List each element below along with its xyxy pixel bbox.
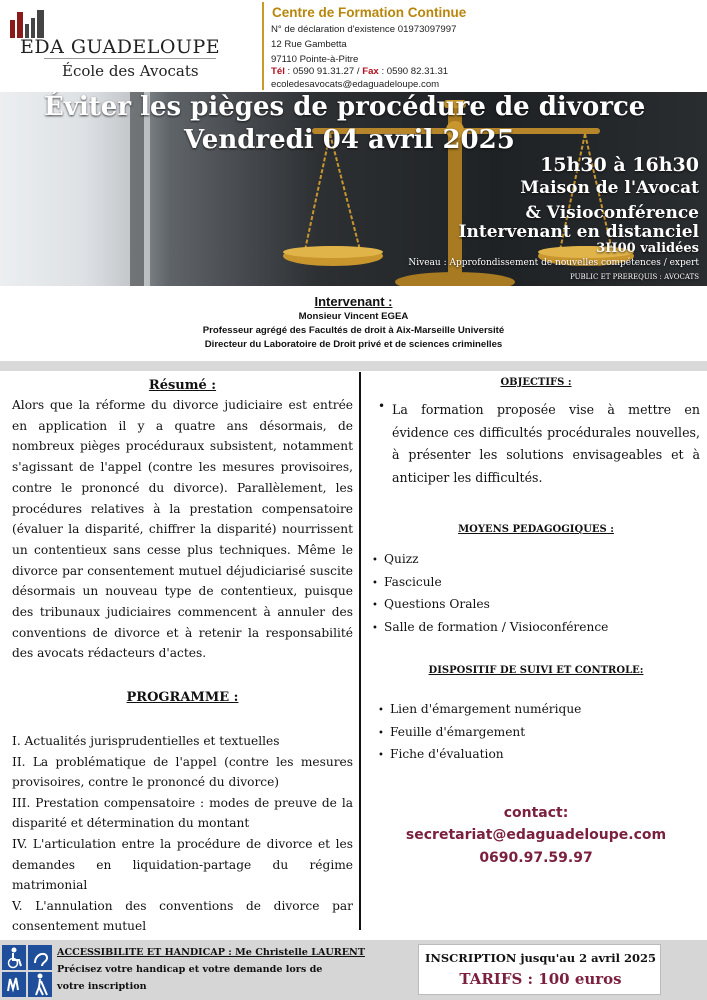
training-title: Éviter les pièges de procédure de divorce	[44, 92, 646, 122]
accessibility-icons	[2, 945, 52, 997]
program-item: IV. L'articulation entre la procédure de divorce et les demandes en liquidation-partage du régime matrimonial	[12, 836, 353, 893]
header-divider	[262, 2, 264, 90]
speaker-heading: Intervenant :	[314, 294, 393, 309]
fax-label: Fax	[362, 66, 379, 77]
program-list	[12, 731, 353, 937]
speaker-mode: Intervenant en distanciel	[458, 222, 699, 242]
program-heading: PROGRAMME :	[126, 690, 239, 705]
bullet-icon: •	[378, 705, 384, 716]
phone-fax-line	[271, 66, 448, 77]
objectives-heading: OBJECTIFS :	[500, 377, 572, 388]
training-level: Niveau : Approfondissement de nouvelles compétences / expert	[408, 258, 699, 268]
validated-hours: 3H00 validées	[596, 241, 699, 256]
street-address: 12 Rue Gambetta	[271, 39, 347, 50]
contact-email[interactable]: secretariat@edaguadeloupe.com	[405, 827, 667, 843]
registration-box	[418, 944, 661, 995]
accessibility-heading: ACCESSIBILITE ET HANDICAP : Me Christelle LAURENT	[57, 947, 365, 958]
bullet-icon: •	[372, 577, 378, 589]
methods-list	[372, 549, 608, 640]
bullet-icon: •	[378, 399, 386, 413]
center-name: Centre de Formation Continue	[272, 5, 467, 20]
program-item: II. La problématique de l'appel (contre les mesures provisoires, contre le prononcé du divorce)	[12, 754, 353, 790]
accessibility-line-1: Précisez votre handicap et votre demande lors de	[57, 964, 323, 975]
followup-list	[378, 699, 581, 767]
summary-heading: Résumé :	[148, 378, 217, 393]
list-item: • Lien d'émargement numérique	[378, 699, 581, 722]
speaker-title-2: Directeur du Laboratoire de Droit privé et de sciences criminelles	[204, 339, 503, 350]
bullet-icon: •	[378, 750, 384, 762]
target-public: PUBLIC ET PREREQUIS : AVOCATS	[570, 273, 699, 281]
program-item: III. Prestation compensatoire : modes de preuve de la disparité et détermination du montant	[12, 795, 353, 831]
list-item: • Quizz	[372, 549, 608, 572]
objectives-text: La formation proposée vise à mettre en évidence ces difficultés procédurales nouvelles, à présenter les solutions envisageables et à anticiper les difficultés.	[392, 402, 700, 485]
training-time: 15h30 à 16h30	[540, 154, 699, 176]
accessibility-line-2: votre inscription	[57, 981, 147, 992]
speaker-name: Monsieur Vincent EGEA	[298, 311, 409, 322]
contact-label: contact:	[503, 805, 569, 821]
logo-title: EDA GUADELOUPE	[20, 36, 221, 58]
training-place: Maison de l'Avocat	[520, 178, 699, 198]
bullet-icon: •	[372, 555, 378, 566]
list-item: • Questions Orales	[372, 594, 608, 617]
speaker-section	[0, 290, 707, 352]
section-separator	[0, 361, 707, 371]
column-divider	[359, 372, 361, 930]
fax-value: : 0590 82.31.31	[378, 66, 449, 77]
program-item: I. Actualités jurisprudentielles et textuelles	[12, 734, 280, 748]
registration-deadline: INSCRIPTION jusqu'au 2 avril 2025	[424, 951, 657, 965]
contact-phone[interactable]: 0690.97.59.97	[479, 850, 593, 866]
methods-heading: MOYENS PEDAGOGIQUES :	[458, 524, 614, 535]
declaration-number: N° de déclaration d'existence 01973097997	[271, 24, 457, 35]
bullet-icon: •	[372, 623, 378, 635]
objectives-item	[378, 399, 700, 489]
followup-heading: DISPOSITIF DE SUIVI ET CONTROLE:	[428, 665, 644, 676]
bullet-icon: •	[372, 600, 378, 612]
program-item: V. L'annulation des conventions de divorce par consentement mutuel	[12, 898, 353, 934]
hearing-icon	[28, 945, 52, 970]
title-banner	[0, 92, 707, 286]
price: TARIFS : 100 euros	[459, 970, 622, 988]
tel-value: : 0590 91.31.27 /	[284, 66, 363, 77]
speaker-title-1: Professeur agrégé des Facultés de droit à Aix-Marseille Université	[202, 325, 505, 336]
training-visio: & Visioconférence	[525, 203, 699, 223]
list-item: • Fiche d'évaluation	[378, 744, 581, 767]
bullet-icon: •	[378, 727, 384, 739]
logo-subtitle: École des Avocats	[62, 62, 199, 80]
list-item: • Fascicule	[372, 572, 608, 595]
list-item: • Feuille d'émargement	[378, 722, 581, 745]
tel-label: Tél	[271, 66, 285, 77]
logo-rule	[44, 58, 216, 59]
header-email[interactable]: ecoledesavocats@edaguadeloupe.com	[271, 79, 440, 90]
header	[0, 0, 707, 92]
summary-text: Alors que la réforme du divorce judiciaire est entrée en application il y a quatre ans désormais, de nombreux pièges procéduraux subsistent, notamment s'agissant de l'appel (contre les mesures provisoires, contre le prononcé du divorce). Parallèlement, les procédures relatives à la prestation compensatoire (évaluer la disparité, chiffrer la disparité) nourrissent un contentieux sans cesse plus techniques. Même le divorce par consentement mutuel déjudiciarisé suscite désormais un nouveau type de contentieux, puisque des tribunaux judiciaires commencent à annuler des conventions de divorce et à retenir la responsabilité des avocats rédacteurs d'actes.	[12, 398, 353, 661]
summary-section	[12, 378, 353, 664]
city-address: 97110 Pointe-à-Pitre	[271, 54, 359, 65]
list-item: • Salle de formation / Visioconférence	[372, 617, 608, 640]
training-date: Vendredi 04 avril 2025	[184, 125, 515, 155]
